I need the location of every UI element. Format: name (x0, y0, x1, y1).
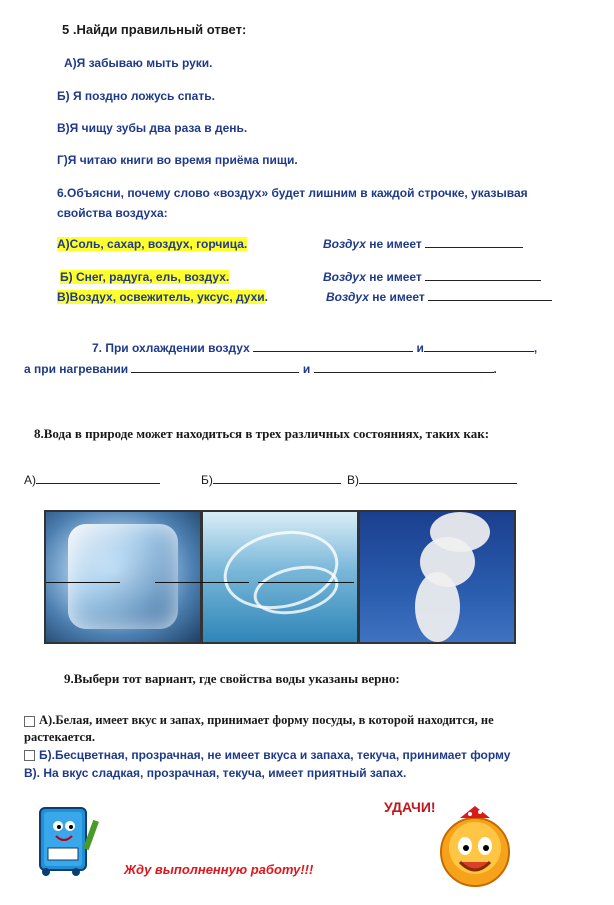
q6-row-c-prefix: Воздух (326, 290, 369, 304)
q7-blank-2[interactable] (424, 350, 534, 352)
q8-blank-a[interactable] (36, 482, 160, 484)
steam-photo (360, 512, 514, 642)
q8-blank-c[interactable] (359, 482, 517, 484)
q6-row-c-suffix: не имеет (372, 290, 425, 304)
q6-row-b (60, 270, 229, 284)
q7-line1: 7. При охлаждении воздух и , (92, 341, 538, 355)
q7-line2: а при нагревании и . (24, 362, 497, 376)
water-splash-photo (203, 512, 357, 642)
q6-row-b-words: Б) Снег, радуга, ель, воздух. (60, 270, 230, 284)
q7-blank-3[interactable] (131, 371, 299, 373)
q6-row-b-prefix: Воздух (323, 270, 366, 284)
steam-cloud-3 (430, 512, 490, 552)
q6-row-a (57, 237, 247, 251)
q9-option-b[interactable] (24, 748, 510, 762)
q9-option-a[interactable] (24, 713, 494, 728)
q7-blank-4[interactable] (314, 371, 494, 373)
q9-option-b-text: Б).Бесцветная, прозрачная, не имеет вкуса и запаха, текуча, принимает форму (39, 748, 511, 762)
q6-row-b-blank[interactable] (425, 279, 541, 281)
q8-label-b: Б) (201, 473, 213, 487)
q7-line2-mid: и (302, 362, 311, 376)
q8-blank-b[interactable] (213, 482, 341, 484)
q9-option-a-line2: растекается. (24, 730, 95, 744)
q5-option-a: А)Я забываю мыть руки. (64, 56, 213, 70)
q6-row-b-answer (323, 270, 541, 284)
q8-answer-a (24, 473, 160, 487)
q5-option-c: В)Я чищу зубы два раза в день. (57, 121, 248, 135)
q6-row-c: В)Воздух, освежитель, уксус, духи. (57, 290, 268, 304)
q9-option-a-line1: А).Белая, имеет вкус и запах, принимает форму посуды, в которой находится, не (39, 713, 494, 727)
q6-title-line2: свойства воздуха: (57, 206, 168, 220)
ice-cube-shape (68, 524, 178, 629)
q6-row-a-words: А)Соль, сахар, воздух, горчица. (57, 237, 248, 251)
q8-answer-b (201, 473, 341, 487)
book-mascot-icon (34, 800, 104, 880)
q7-line1-start: 7. При охлаждении воздух (92, 341, 250, 355)
states-of-water-photos (44, 510, 516, 644)
q6-row-a-answer (323, 237, 523, 251)
q8-label-a: А) (24, 473, 36, 487)
q8-title: 8.Вода в природе может находиться в трех различных состояниях, таких как: (34, 426, 490, 441)
footer-luck: УДАЧИ! (384, 799, 436, 815)
q5-option-d: Г)Я читаю книги во время приёма пищи. (57, 153, 298, 167)
q7-line2-start: а при нагревании (24, 362, 129, 376)
q7-line1-mid: и (416, 341, 424, 355)
q6-row-a-blank[interactable] (425, 246, 523, 248)
q6-row-c-answer (326, 290, 552, 304)
q6-row-a-prefix: Воздух (323, 237, 366, 251)
q6-row-b-suffix: не имеет (369, 270, 422, 284)
ice-photo (46, 512, 200, 642)
q9-option-c: В). На вкус сладкая, прозрачная, текуча, имеет приятный запах. (24, 766, 407, 780)
q6-row-c-words: В)Воздух, освежитель, уксус, духи (57, 290, 265, 304)
q5-title: 5 .Найди правильный ответ: (62, 22, 247, 37)
photo-overlay-line-1 (46, 582, 120, 583)
photo-overlay-line-3 (258, 582, 354, 583)
q9-title: 9.Выбери тот вариант, где свойства воды указаны верно: (64, 671, 400, 686)
q8-answer-c (347, 473, 517, 487)
q8-label-c: В) (347, 473, 359, 487)
photo-overlay-line-2 (155, 582, 249, 583)
q9-option-b-checkbox[interactable] (24, 750, 35, 761)
q6-row-a-suffix: не имеет (369, 237, 422, 251)
q6-row-c-blank[interactable] (428, 299, 552, 301)
q9-option-a-checkbox[interactable] (24, 716, 35, 727)
q6-title-line1: 6.Объясни, почему слово «воздух» будет лишним в каждой строчке, указывая (57, 186, 528, 200)
smiling-sun-icon (420, 800, 530, 890)
q5-option-b: Б) Я поздно ложусь спать. (57, 89, 215, 103)
q7-blank-1[interactable] (253, 350, 413, 352)
footer-message: Жду выполненную работу!!! (124, 862, 314, 877)
